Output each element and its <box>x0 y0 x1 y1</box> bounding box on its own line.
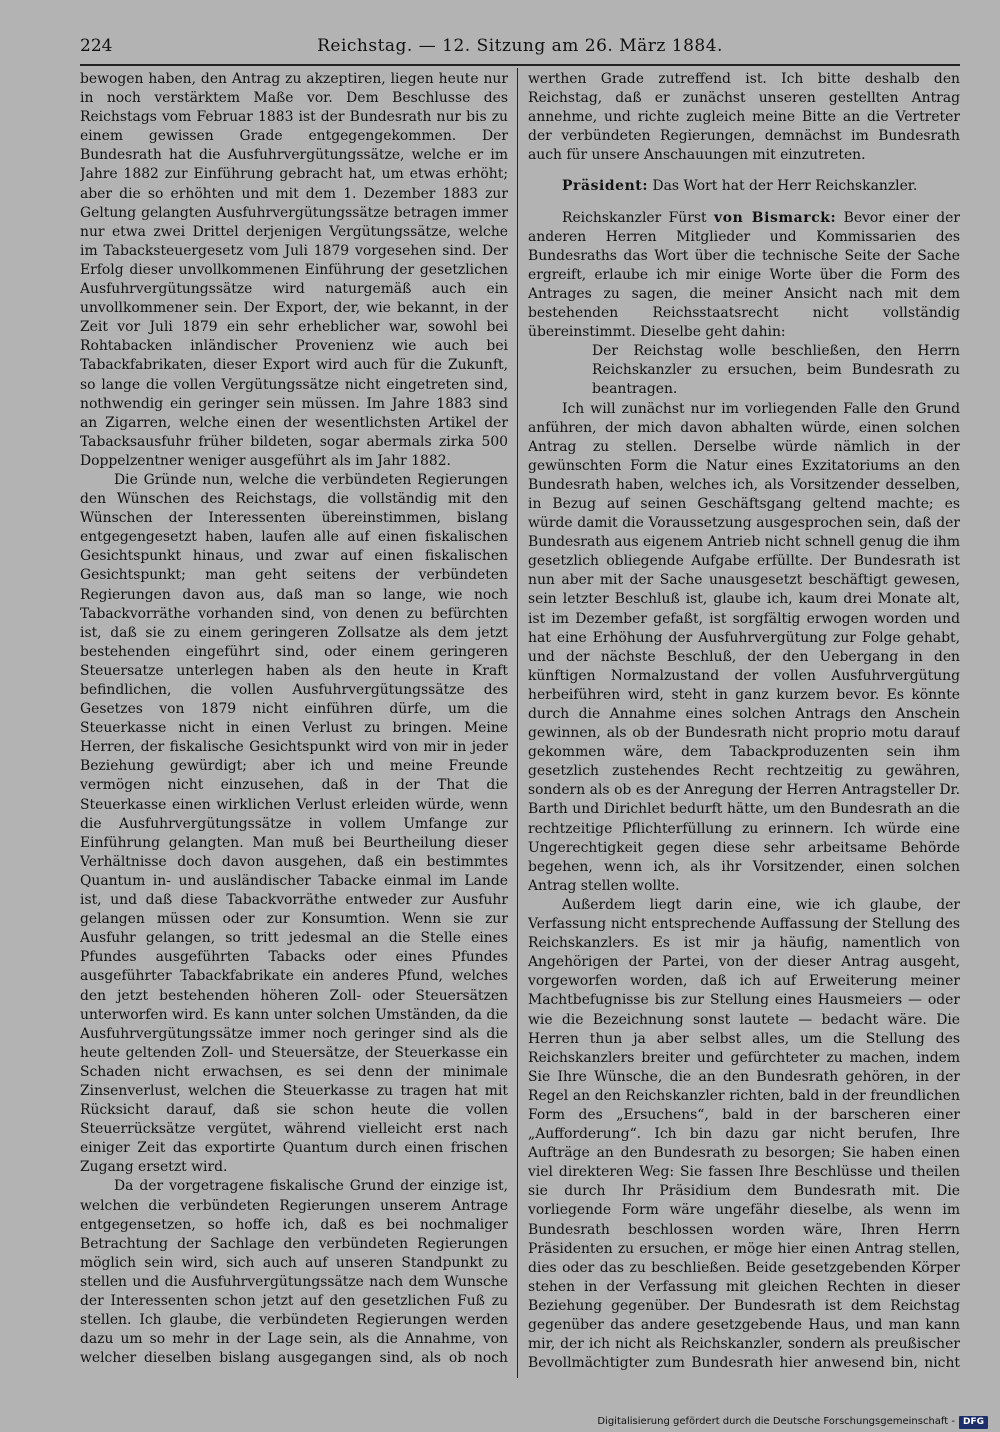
page-number: 224 <box>80 36 113 56</box>
header-rule <box>80 64 960 66</box>
speaker-name: Präsident: <box>562 178 649 195</box>
paragraph: werthen Grade zutreffend ist. Ich bitte deshalb den Reichstag, daß er zunächst unseren gestellten Antrag annehme, und richte zugleich meine Bitte an die Vertreter der verbündeten Regierungen, demnächst im Bundesrath auch für unsere Anschauungen mit einzutreten. <box>528 71 960 164</box>
speech-text: Das Wort hat der Herr Reichskanzler. <box>648 178 918 195</box>
paragraph: Die Gründe nun, welche die verbündeten Regierungen den Wünschen des Reichstags, die vollständig mit den Wünschen der Interessenten übereinstimmen, bislang entgegengesetzt haben, laufen alle auf einen fiskalischen Gesichtspunkt hinaus, und zwar auf einen fiskalischen Gesichtspunkt; man geht seitens der verbündeten Regierungen davon aus, daß man so lange, wie noch Tabackvorräthe vorhanden sind, von denen zu befürchten ist, daß sie zu einem geringeren Zollsatze als dem jetzt bestehenden eingeführt sind, oder einem geringeren Steuersatze unterlegen haben als den heute in Kraft befindlichen, die vollen Ausfuhrvergütungssätze des Gesetzes von 1879 nicht einführen dürfe, um die Steuerkasse nicht in einen Verlust zu bringen. Meine Herren, der fiskalische Gesichtspunkt wird von mir in jeder Beziehung gewürdigt; aber ich und meine Freunde vermögen nicht einzusehen, daß in der That die Steuerkasse einen wirklichen Verlust erleiden würde, wenn die Ausfuhrvergütungssätze in vollem Umfange zur Einführung gelangten. Man muß bei Beurtheilung dieser Verhältnisse doch davon ausgehen, daß ein bestimmtes Quantum in- und ausländischer Tabacke einmal im Lande ist, und daß diese Tabackvorräthe entweder zur Ausfuhr gelangen müssen oder zur Konsumtion. Wenn sie zur Ausfuhr gelangen, so tritt jedesmal an die Stelle eines Pfundes ausgeführten Tabacks oder eines Pfundes ausgeführter Tabackfabrikate ein anderes Pfund, welches den jetzt bestehenden höheren Zoll- oder Steuersätzen unterworfen wird. Es kann unter solchen Umständen, da die Ausfuhrvergütungssätze immer noch geringer sind als die heute geltenden Zoll- und Steuersätze, der Steuerkasse ein Schaden nicht erwachsen, es sei denn der minimale Zinsenverlust, welchen die Steuerkasse zu tragen hat mit Rücksicht darauf, daß sie schon heute die vollen Steuerrücksätze vergütet, während vielleicht erst nach einiger Zeit das exportirte Quantum durch einen frischen Zugang ersetzt wird. <box>80 471 508 1176</box>
page-header <box>80 34 960 58</box>
speech-president <box>528 177 960 196</box>
paragraph: Da der vorgetragene fiskalische Grund der einzige ist, welchen die verbündeten Regierungen unserem Antrage entgegensetzen, so hoffe ich, daß es bei nochmaliger Betrachtung der Sachlage den verbündeten Regierungen möglich sein wird, sich auch auf unseren Standpunkt zu stellen und die Ausfuhrvergütungssätze nach dem Wunsche der Interessenten schon jetzt auf den gesetzlichen Fuß zu stellen. Ich glaube, die verbündeten Regierungen werden dazu um so mehr in der Lage sein, als die Annahme, von welcher dieselben bislang ausgegangen sind, als ob noch <box>80 1178 508 1367</box>
paragraph: Außerdem liegt darin eine, wie ich glaube, der Verfassung nicht entsprechende Auffassung der Stellung des Reichskanzlers. Es ist mir ja häufig, namentlich von Angehörigen der Partei, von der dieser Antrag ausgeht, vorgeworfen worden, daß ich auf Erweiterung meiner Machtbefugnisse bis zur Stellung eines Hausmeiers — oder wie die Bezeichnung sonst lautete — bedacht wäre. Die Herren thun ja aber selbst alles, um die Stellung des Reichskanzlers breiter und gefürchteter zu machen, indem Sie Ihre Wünsche, die an den Bundesrath gehören, in der Regel an den Reichskanzler richten, bald in der freundlichen Form des „Ersuchens“, bald in der barscheren einer „Aufforderung“. Ich bin dazu gar nicht berufen, Ihre Aufträge an den Bundesrath zu besorgen; Sie haben einen viel direkteren Weg: Sie fassen Ihre Beschlüsse und theilen sie durch Ihr Präsidium dem Bundesrath mit. Die vorliegende Form wäre ungefähr dieselbe, als wenn im Bundesrath beschlossen worden wäre, Ihren Herrn Präsidenten zu ersuchen, er möge hier einen Antrag stellen, dies oder das zu beschließen. Beide gesetzgebenden Körper stehen in der Verfassung mit gleichen Rechten in dieser Beziehung gegenüber. Der Bundesrath ist dem Reichstag gegenüber das andere gesetzgebende Haus, und man kann mir, der ich nicht als Reichskanzler, sondern als preußischer Bevollmächtigter zum Bundesrath hier anwesend bin, nicht <box>528 896 960 1370</box>
right-column <box>528 70 960 1370</box>
speech-text: Bevor einer der anderen Herren Mitglieder und Kommissarien des Bundesraths das Wort über die technische Seite der Sache ergreift, erlaube ich mir einige Worte über die Form des Antrages zu sagen, die meiner Ansicht nach mit dem bestehenden Reichsstaatsrecht nicht vollständig übereinstimmt. Dieselbe geht dahin: <box>528 209 960 341</box>
dfg-logo: DFG <box>959 1416 988 1429</box>
column-divider <box>517 68 518 1378</box>
left-column <box>80 70 508 1370</box>
paragraph: bewogen haben, den Antrag zu akzeptiren, liegen heute nur in noch verstärktem Maße vor. Dem Beschlusse des Reichstags vom Februar 1883 ist der Bundesrath nur bis zu einem gewissen Grade entgegengekommen. Der Bundesrath hat die Ausfuhrvergütungssätze, welche er im Jahre 1882 zur Einführung gebracht hat, um etwas erhöht; aber die so erhöhten und mit dem 1. Dezember 1883 zur Geltung gelangten Ausfuhrvergütungssätze betragen immer nur etwa zwei Drittel derjenigen Vergütungssätze, welche im Tabacksteuergesetz vom Juli 1879 vorgesehen sind. Der Erfolg dieser unvollkommenen Einführung der gesetzlichen Ausfuhrvergütungssätze wird naturgemäß auch ein unvollkommener sein. Der Export, der, wie bekannt, in der Zeit vor Juli 1879 ein sehr erheblicher war, sowohl bei Rohtabacken inländischer Provenienz wie auch bei Tabackfabrikaten, dieser Export wird auch für die Zukunft, so lange die vollen Vergütungssätze nicht eingetreten sind, nothwendig ein geringer sein müssen. Im Jahre 1883 sind an Zigarren, welche einen der wesentlichsten Artikel der Tabacksausfuhr früher bildeten, sogar abermals zirka 500 Doppelzentner weniger ausgeführt als im Jahr 1882. <box>80 71 508 469</box>
speech-chancellor <box>528 209 960 343</box>
digitization-credit <box>597 1414 988 1430</box>
credit-text: Digitalisierung gefördert durch die Deutsche Forschungsgemeinschaft - <box>597 1416 955 1427</box>
quoted-motion: Der Reichstag wolle beschließen, den Herrn Reichskanzler zu ersuchen, beim Bundesrath zu beantragen. <box>592 343 960 398</box>
running-head: Reichstag. — 12. Sitzung am 26. März 1884. <box>317 36 723 56</box>
speaker-title: Reichskanzler Fürst <box>562 209 715 226</box>
speaker-name: von Bismarck: <box>714 209 837 226</box>
paragraph: Ich will zunächst nur im vorliegenden Falle den Grund anführen, der mich davon abhalten würde, einen solchen Antrag zu stellen. Derselbe würde nämlich in der gewünschten Form die Natur eines Exzitatoriums an den Bundesrath haben, welches ich, als Vorsitzender desselben, in Bezug auf seinen Geschäftsgang geltend machte; es würde damit die Voraussetzung ausgesprochen sein, daß der Bundesrath aus eigenem Antrieb nicht schnell genug die ihm gesetzlich obliegende Aufgabe erfüllte. Der Bundesrath ist nun aber mit der Sache unausgesetzt beschäftigt gewesen, sein letzter Beschluß ist, glaube ich, kaum drei Monate alt, ist im Dezember gefaßt, ist sorgfältig erwogen worden und hat eine Erhöhung der Ausfuhrvergütung zur Folge gehabt, und der nächste Beschluß, der den Uebergang in den künftigen Normalzustand der vollen Ausfuhrvergütung herbeiführen wird, steht in ganz kurzem bevor. Es könnte durch die Annahme eines solchen Antrags den Anschein gewinnen, als ob der Bundesrath nicht proprio motu darauf gekommen wäre, dem Tabackproduzenten sein ihm gesetzlich zustehendes Recht rechtzeitig zu gewähren, sondern als ob es der Anregung der Herren Antragsteller Dr. Barth und Dirichlet bedurft hätte, um den Bundesrath an die rechtzeitige Pflichterfüllung zu erinnern. Ich würde eine Ungerechtigkeit gegen diese sehr arbeitsame Behörde begehen, wenn ich, als ihr Vorsitzender, einen solchen Antrag stellen wollte. <box>528 400 960 894</box>
